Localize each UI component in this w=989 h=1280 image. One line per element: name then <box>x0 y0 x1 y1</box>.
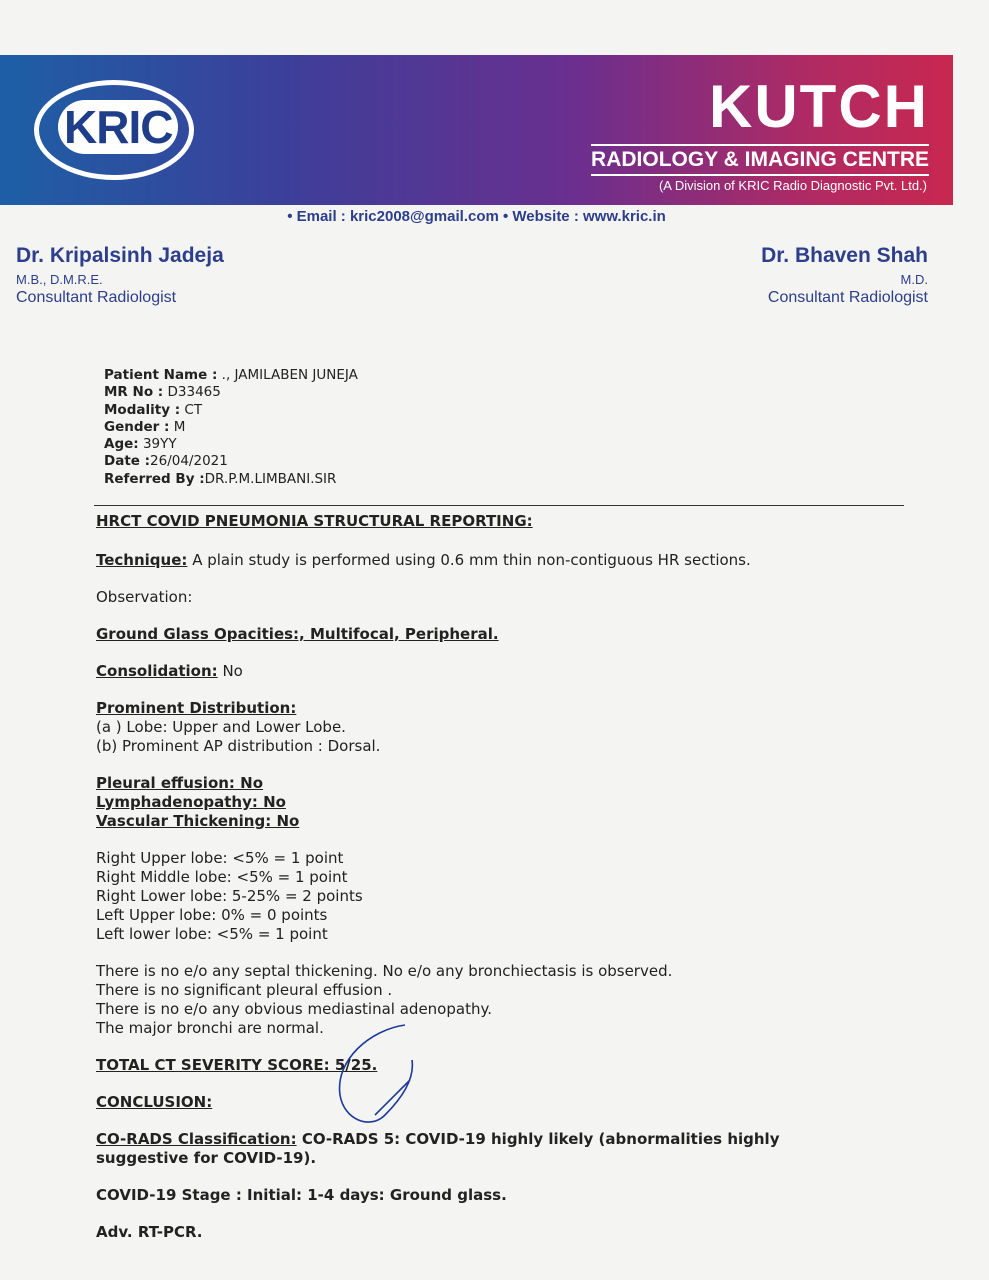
doctor-right-name: Dr. Bhaven Shah <box>761 244 928 267</box>
report-date: 26/04/2021 <box>150 453 228 470</box>
ggo-finding: Ground Glass Opacities:, Multifocal, Peripheral. <box>96 625 499 643</box>
divider <box>94 505 904 506</box>
lobe-score: Right Upper lobe: <5% = 1 point <box>96 849 344 867</box>
doctor-right-role: Consultant Radiologist <box>767 289 928 306</box>
doctor-left-qualification: M.B., D.M.R.E. <box>16 272 103 287</box>
referred-by: DR.P.M.LIMBANI.SIR <box>204 470 337 487</box>
mr-label: MR No : <box>104 384 164 401</box>
consolidation-label: Consolidation: <box>96 662 218 680</box>
brand-title: KUTCH <box>709 73 929 140</box>
lobe-score: Right Middle lobe: <5% = 1 point <box>96 868 348 886</box>
finding-line: There is no significant pleural effusion . <box>96 981 393 999</box>
vascular-thickening: Vascular Thickening: No <box>96 812 300 830</box>
pleural-effusion: Pleural effusion: No <box>96 774 264 792</box>
doctor-right-qualification: M.D. <box>900 272 928 287</box>
advice: Adv. RT-PCR. <box>96 1223 203 1241</box>
distribution-a: (a ) Lobe: Upper and Lower Lobe. <box>96 718 346 736</box>
modality-label: Modality : <box>104 401 181 418</box>
report-body <box>96 512 876 1242</box>
division-note: (A Division of KRIC Radio Diagnostic Pvt. Ltd.) <box>658 178 927 193</box>
date-label: Date : <box>104 453 151 470</box>
observation-heading: Observation: <box>96 588 193 606</box>
doctor-left-name: Dr. Kripalsinh Jadeja <box>16 244 224 267</box>
doctor-right <box>761 244 928 307</box>
lobe-score: Left Upper lobe: 0% = 0 points <box>96 906 328 924</box>
report-title: HRCT COVID PNEUMONIA STRUCTURAL REPORTING: <box>96 512 533 530</box>
finding-line: There is no e/o any septal thickening. No e/o any bronchiectasis is observed. <box>96 962 673 980</box>
severity-score: TOTAL CT SEVERITY SCORE: 5/25. <box>96 1056 378 1074</box>
brand-subtitle: RADIOLOGY & IMAGING CENTRE <box>591 144 929 176</box>
corads-label: CO-RADS Classification: <box>96 1130 297 1148</box>
finding-line: There is no e/o any obvious mediastinal adenopathy. <box>96 1000 492 1018</box>
age-label: Age: <box>104 436 139 453</box>
lobe-score: Right Lower lobe: 5-25% = 2 points <box>96 887 363 905</box>
modality: CT <box>184 401 203 418</box>
distribution-heading: Prominent Distribution: <box>96 699 297 717</box>
patient-name: ., JAMILABEN JUNEJA <box>221 367 358 383</box>
technique-label: Technique: <box>96 551 188 569</box>
lobe-score: Left lower lobe: <5% = 1 point <box>96 925 328 943</box>
patient-info <box>104 367 358 488</box>
doctor-left-role: Consultant Radiologist <box>16 289 177 306</box>
mr-number: D33465 <box>167 384 221 401</box>
finding-line: The major bronchi are normal. <box>96 1019 324 1037</box>
referred-label: Referred By : <box>104 470 205 487</box>
gender: M <box>173 418 186 435</box>
gender-label: Gender : <box>104 418 170 435</box>
distribution-b: (b) Prominent AP distribution : Dorsal. <box>96 737 381 755</box>
consolidation-value: No <box>222 662 243 680</box>
findings <box>96 962 876 1038</box>
contact-line: • Email : kric2008@gmail.com • Website : www.kric.in <box>287 208 666 225</box>
patient-name-label: Patient Name : <box>104 367 218 383</box>
age: 39YY <box>142 436 177 453</box>
corads-text: CO-RADS 5: COVID-19 highly likely (abnormalities highly suggestive for COVID-19). <box>96 1130 780 1167</box>
lymphadenopathy: Lymphadenopathy: No <box>96 793 286 811</box>
signature-mark <box>330 1020 430 1130</box>
lobe-scores <box>96 849 876 944</box>
kric-logo: KRIC <box>58 100 178 154</box>
covid-stage: COVID-19 Stage : Initial: 1-4 days: Ground glass. <box>96 1186 507 1204</box>
doctor-left <box>16 244 224 307</box>
technique-text: A plain study is performed using 0.6 mm thin non-contiguous HR sections. <box>192 551 751 569</box>
conclusion-heading: CONCLUSION: <box>96 1093 213 1111</box>
